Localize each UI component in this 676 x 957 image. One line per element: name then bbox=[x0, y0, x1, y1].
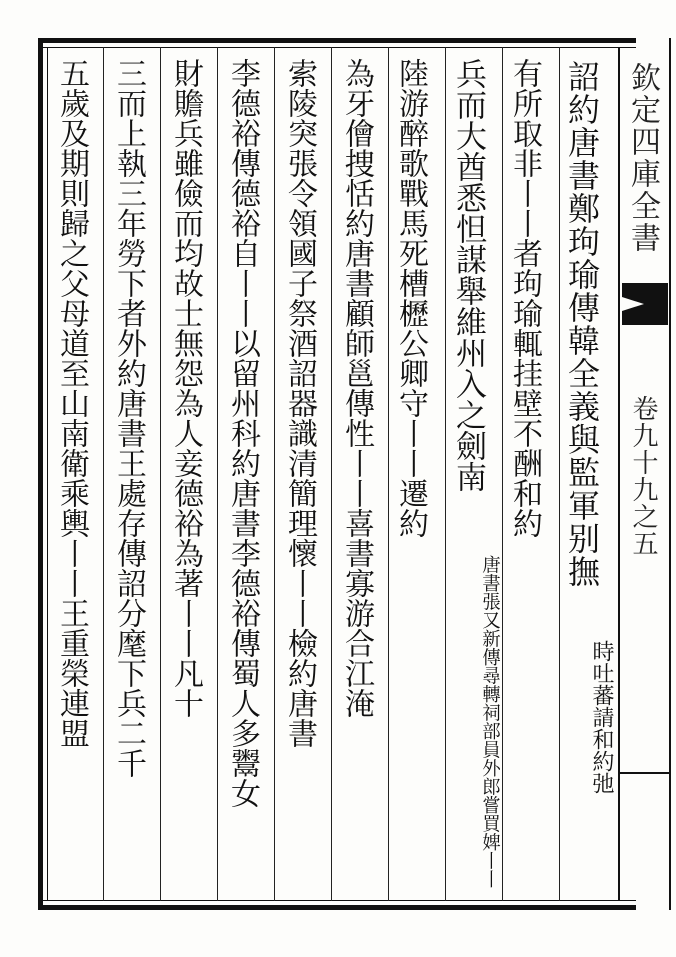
top-border-inner bbox=[38, 47, 636, 48]
text-column-4b: 唐書張又新傳尋轉祠部員外郎嘗買婢丨丨 bbox=[479, 555, 501, 888]
column-divider bbox=[217, 47, 218, 901]
column-divider bbox=[331, 47, 332, 901]
column-divider bbox=[559, 47, 560, 901]
column-divider bbox=[274, 47, 275, 901]
text-column-4: 陸游醉歌戰馬死槽櫪公卿守丨丨遷約 bbox=[393, 58, 428, 538]
text-column-9: 三而上執三年勞下者外約唐書王處存傳詔分麾下兵二千 bbox=[111, 58, 146, 778]
text-column-2b: 時吐蕃請和約弛 bbox=[589, 640, 614, 794]
left-border-inner bbox=[47, 47, 48, 901]
text-column-1: 詔約唐書鄭玽瑜傳韓全義與監軍别撫 bbox=[563, 60, 601, 588]
fishtail-mark-icon bbox=[622, 283, 668, 325]
column-divider bbox=[502, 47, 503, 901]
text-column-8: 財贍兵雖儉而均故士無怨為人妾德裕為著丨丨凡十 bbox=[168, 58, 203, 718]
column-divider bbox=[160, 47, 161, 901]
column-divider bbox=[388, 47, 389, 901]
margin-volume-number: 卷九十九之五 bbox=[628, 395, 658, 557]
bottom-border bbox=[38, 905, 636, 910]
text-column-5: 為牙儈捜恬約唐書顧師邕傳性丨丨喜書寡游合江淹 bbox=[339, 58, 374, 718]
text-column-3: 兵而大酋悉怛謀舉維州入之劍南 bbox=[450, 58, 486, 492]
text-column-7: 李德裕傳德裕自丨丨以留州科約唐書李德裕傳蜀人多鬻女 bbox=[225, 58, 260, 808]
text-column-2: 有所取非丨丨者玽瑜輒挂壁不酬和約 bbox=[507, 58, 542, 538]
text-column-6: 索陵突張令領國子祭酒詔器識清簡理懷丨丨檢約唐書 bbox=[282, 58, 317, 748]
bottom-border-inner bbox=[38, 900, 636, 901]
margin-outer-border bbox=[669, 38, 671, 910]
left-border bbox=[38, 38, 43, 910]
margin-divider bbox=[620, 772, 670, 774]
margin-book-title: 欽定四庫全書 bbox=[625, 62, 660, 254]
column-divider bbox=[445, 47, 446, 901]
text-column-10: 五歲及期則歸之父母道至山南衛乘輿丨丨王重榮連盟 bbox=[54, 58, 89, 748]
top-border bbox=[38, 38, 636, 43]
